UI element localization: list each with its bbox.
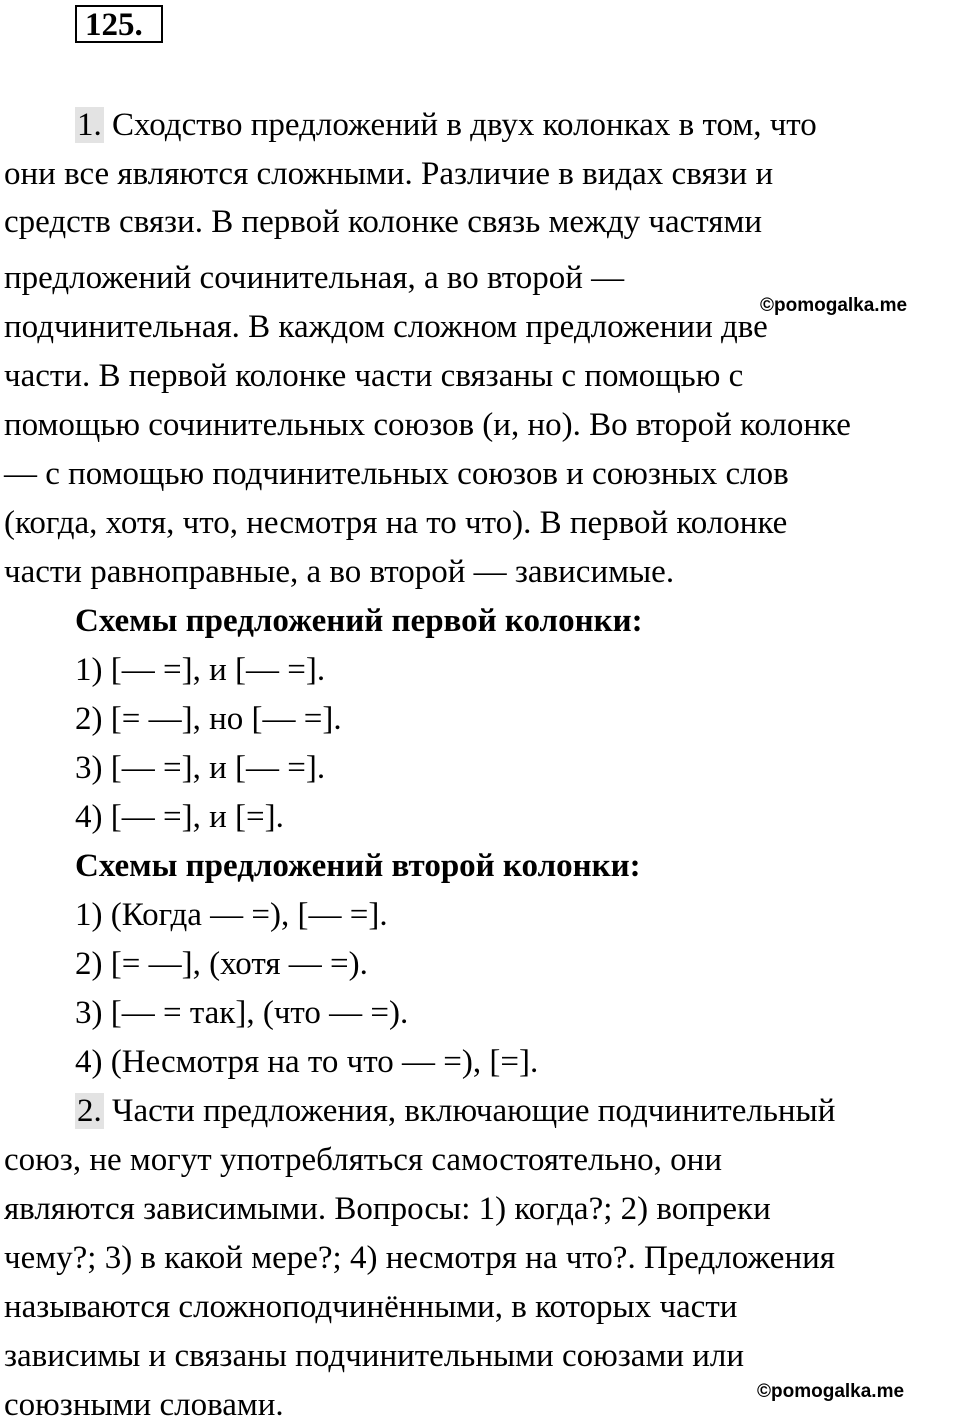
para1-marker: 1. [77,107,102,143]
schemes1-item: 3) [— =], и [— =]. [75,750,326,786]
task-number: 125. [75,5,163,43]
schemes2-item: 3) [— = так], (что — =). [75,995,409,1031]
schemes2-heading: Схемы предложений второй колонки: [75,848,641,884]
para2-marker: 2. [77,1093,102,1129]
para2-line-4: чему?; 3) в какой мере?; 4) несмотря на что?. Предложения [4,1240,835,1276]
para1-line-2: они все являются сложными. Различие в видах связи и [4,156,774,192]
schemes2-item: 2) [= —], (хотя — =). [75,946,368,982]
watermark: ©pomogalka.me [757,1381,905,1402]
para2-line-7: союзными словами. [4,1387,284,1423]
schemes1-item: 2) [= —], но [— =]. [75,701,342,737]
para2-line-2: союз, не могут употребляться самостоятельно, они [4,1142,722,1178]
schemes1-item: 1) [— =], и [— =]. [75,652,326,688]
schemes2-item: 4) (Несмотря на то что — =), [=]. [75,1044,539,1080]
para1-line-7: помощью сочинительных союзов (и, но). Во второй колонке [4,407,851,443]
para1-line-4: предложений сочинительная, а во второй — [4,260,625,296]
para2-line-5: называются сложноподчинёнными, в которых части [4,1289,738,1325]
para1-line-5: подчинительная. В каждом сложном предложении две [4,309,768,345]
para1-line-1-text: Сходство предложений в двух колонках в том, что [103,107,817,143]
para1-line-8: — с помощью подчинительных союзов и союзных слов [4,456,789,492]
para1-line-10: части равноправные, а во второй — зависимые. [4,554,675,590]
schemes1-heading: Схемы предложений первой колонки: [75,603,643,639]
para2-line-6: зависимы и связаны подчинительными союзами или [4,1338,745,1374]
para1-line-3: средств связи. В первой колонке связь между частями [4,204,762,240]
para1-line-6: части. В первой колонке части связаны с помощью с [4,358,744,394]
para2-line-1 [75,1091,835,1131]
para1-line-1 [75,105,817,145]
para1-line-9: (когда, хотя, что, несмотря на то что). В первой колонке [4,505,788,541]
schemes1-item: 4) [— =], и [=]. [75,799,284,835]
schemes2-item: 1) (Когда — =), [— =]. [75,897,388,933]
para2-line-1-text: Части предложения, включающие подчинительный [103,1093,836,1129]
para2-line-3: являются зависимыми. Вопросы: 1) когда?; 2) вопреки [4,1191,771,1227]
watermark: ©pomogalka.me [760,295,908,316]
